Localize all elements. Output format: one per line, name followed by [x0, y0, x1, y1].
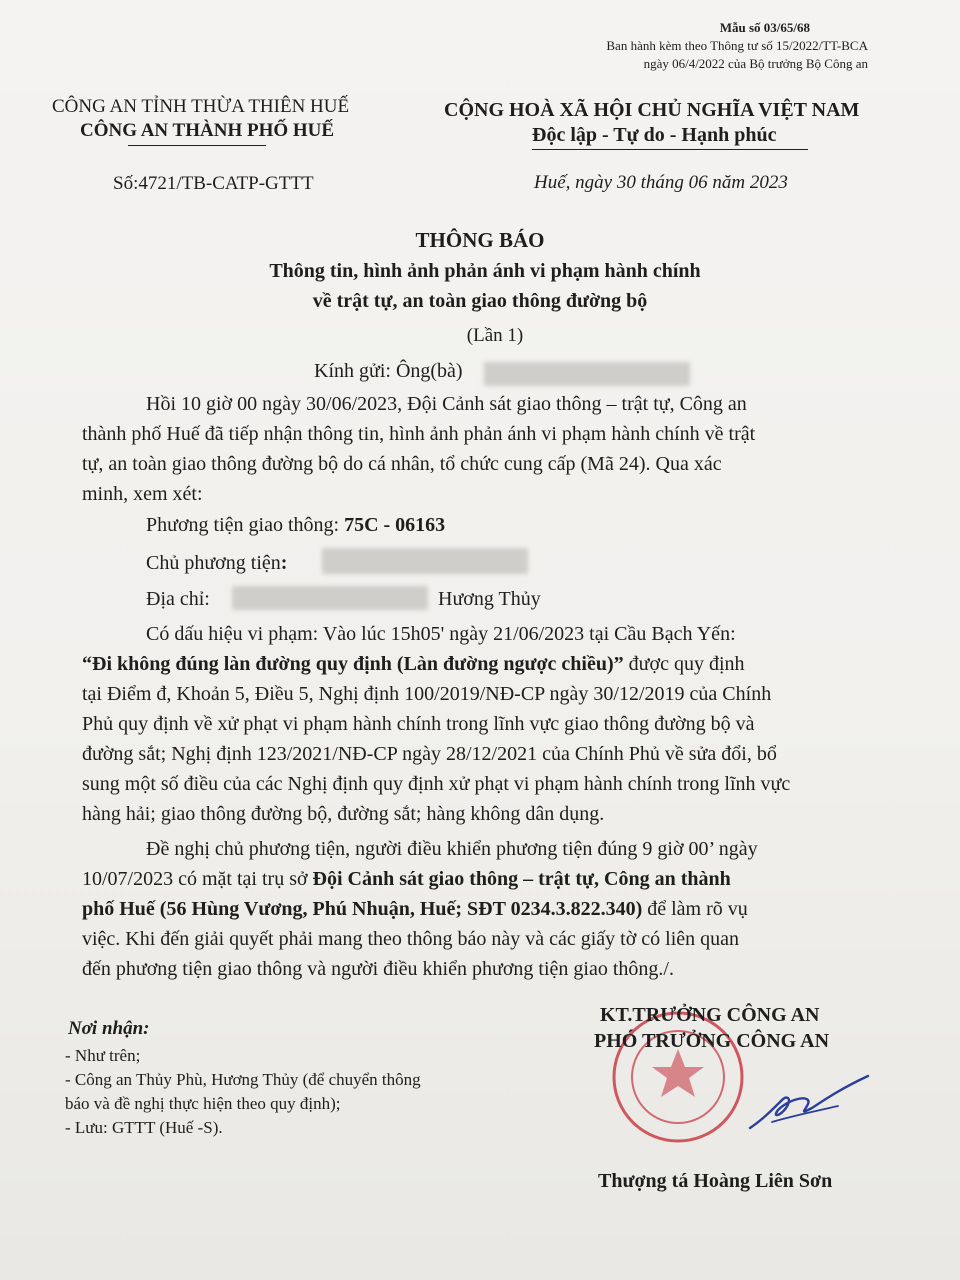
request-line-4: việc. Khi đến giải quyết phải mang theo thông báo này và các giấy tờ có liên quan [82, 928, 740, 950]
owner-colon: : [280, 552, 288, 574]
form-reference-line-2: ngày 06/4/2022 của Bộ trưởng Bộ Công an [643, 56, 868, 71]
paragraph-1-line-3: tự, an toàn giao thông đường bộ do cá nhân, tổ chức cung cấp (Mã 24). Qua xác [82, 453, 722, 475]
request-line-2 [82, 868, 731, 891]
redacted-owner-name [322, 548, 528, 574]
paragraph-1-line-2: thành phố Huế đã tiếp nhận thông tin, hình ảnh phản ánh vi phạm hành chính về trật [82, 423, 756, 445]
paragraph-1-line-1: Hồi 10 giờ 00 ngày 30/06/2023, Đội Cảnh sát giao thông – trật tự, Công an [146, 393, 747, 415]
violation-line-2-rest: được quy định [623, 653, 745, 675]
owner-label: Chủ phương tiện [146, 552, 281, 574]
violation-line-7: hàng hải; giao thông đường bộ, đường sắt; hàng không dân dụng. [82, 803, 605, 825]
request-line-3 [82, 898, 748, 921]
document-subtitle-1: Thông tin, hình ảnh phản ánh vi phạm hành chính [269, 260, 701, 282]
request-line-5: đến phương tiện giao thông và người điều khiển phương tiện giao thông./. [82, 958, 674, 980]
signature-title-1: KT.TRƯỞNG CÔNG AN [600, 1004, 820, 1026]
request-line-3-rest: để làm rõ vụ [642, 898, 748, 920]
nation-name: CỘNG HOÀ XÃ HỘI CHỦ NGHĨA VIỆT NAM [444, 99, 860, 121]
notice-attempt: (Lần 1) [466, 325, 524, 346]
address-label: Địa chỉ: [146, 588, 210, 610]
violation-line-3: tại Điểm đ, Khoản 5, Điều 5, Nghị định 100/2019/NĐ-CP ngày 30/12/2019 của Chính [82, 683, 772, 705]
paragraph-1-line-4: minh, xem xét: [82, 483, 203, 505]
recipient-item-1: - Như trên; [65, 1046, 141, 1065]
document-title: THÔNG BÁO [415, 228, 545, 252]
place-date: Huế, ngày 30 tháng 06 năm 2023 [534, 172, 788, 193]
vehicle-label: Phương tiện giao thông: [146, 514, 345, 536]
signature-title-2: PHÓ TRƯỞNG CÔNG AN [594, 1030, 830, 1052]
handwritten-signature-icon [742, 1070, 872, 1140]
violation-line-4: Phủ quy định về xử phạt vi phạm hành chính trong lĩnh vực giao thông đường bộ và [82, 713, 755, 735]
national-motto: Độc lập - Tự do - Hạnh phúc [532, 124, 777, 146]
request-office-address: phố Huế (56 Hùng Vương, Phú Nhuận, Huế; SĐT 0234.3.822.340) [82, 898, 643, 920]
recipient-item-2: - Công an Thủy Phù, Hương Thủy (để chuyển thông [65, 1070, 421, 1089]
violation-line-6: sung một số điều của các Nghị định quy định xử phạt vi phạm hành chính trong lĩnh vực [82, 773, 791, 795]
agency-parent: CÔNG AN TỈNH THỪA THIÊN HUẾ [52, 96, 350, 117]
request-line-2-a: 10/07/2023 có mặt tại trụ sở [82, 868, 313, 890]
redacted-recipient-name [484, 362, 690, 386]
document-number: Số:4721/TB-CATP-GTTT [113, 173, 314, 194]
signer-name: Thượng tá Hoàng Liên Sơn [598, 1170, 833, 1192]
agency-name: CÔNG AN THÀNH PHỐ HUẾ [80, 120, 335, 141]
violation-line-1: Có dấu hiệu vi phạm: Vào lúc 15h05' ngày 21/06/2023 tại Cầu Bạch Yến: [146, 623, 736, 645]
violation-line-2 [82, 653, 745, 676]
violation-line-5: đường sắt; Nghị định 123/2021/NĐ-CP ngày 28/12/2021 của Chính Phủ về sửa đổi, bổ [82, 743, 777, 765]
motto-underline [532, 149, 808, 150]
request-office-name: Đội Cảnh sát giao thông – trật tự, Công an thành [312, 868, 731, 890]
greeting: Kính gửi: Ông(bà) [314, 360, 463, 382]
owner-line [146, 552, 287, 575]
form-reference-line-1: Ban hành kèm theo Thông tư số 15/2022/TT-BCA [606, 38, 868, 53]
document-subtitle-2: về trật tự, an toàn giao thông đường bộ [312, 290, 648, 312]
recipient-item-3: báo và đề nghị thực hiện theo quy định); [65, 1094, 341, 1113]
recipients-title: Nơi nhận: [68, 1018, 150, 1039]
address-visible: Hương Thủy [438, 588, 541, 610]
agency-underline [128, 145, 266, 146]
request-line-1: Đề nghị chủ phương tiện, người điều khiển phương tiện đúng 9 giờ 00’ ngày [146, 838, 758, 860]
recipient-item-4: - Lưu: GTTT (Huế -S). [65, 1118, 223, 1137]
redacted-address [232, 586, 428, 610]
license-plate: 75C - 06163 [344, 514, 446, 536]
address-line [146, 588, 210, 611]
vehicle-line [146, 514, 445, 537]
violation-description: “Đi không đúng làn đường quy định (Làn đường ngược chiều)” [82, 653, 624, 675]
form-number: Mẫu số 03/65/68 [719, 20, 810, 35]
